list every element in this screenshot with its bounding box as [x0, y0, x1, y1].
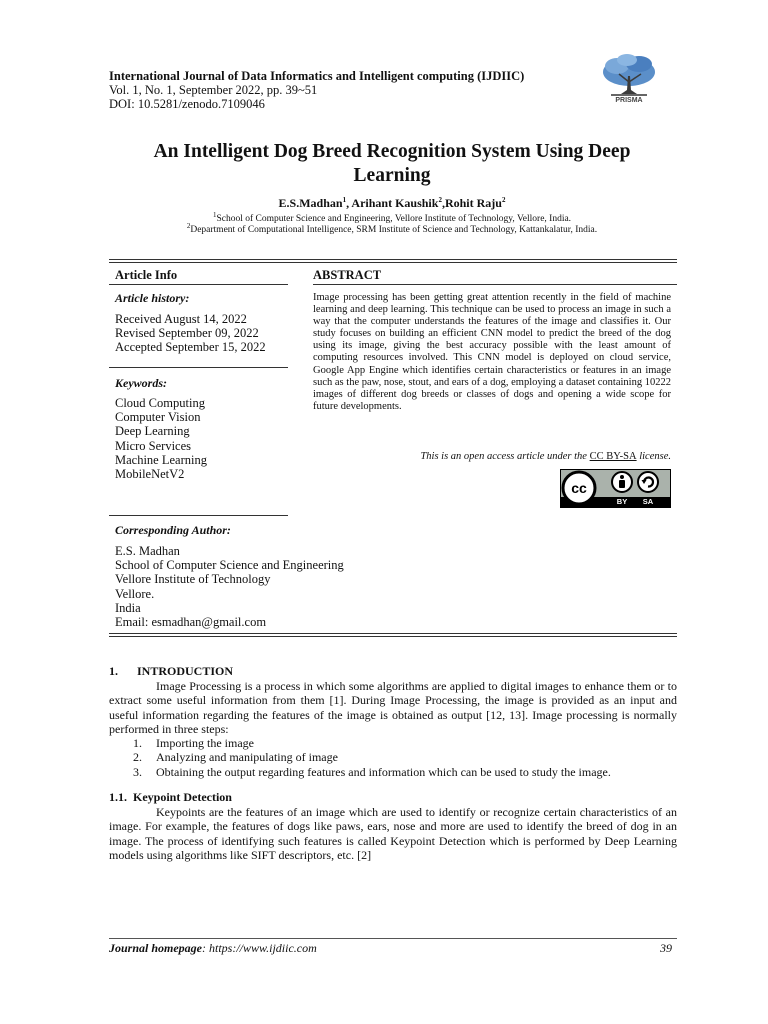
keywords-list [115, 396, 207, 481]
author-3: ,Rohit Raju [441, 196, 502, 210]
sa-icon [638, 472, 658, 492]
abstract-heading: ABSTRACT [313, 268, 382, 282]
abstract-text: Image processing has been getting great attention recently in the field of machine learning and deep learning. This technique can be used to process an image in such a way that the computer understands the features of the image and classifies it. Our study focuses on building an efficient CNN model to predict the breed of the dog using its image, giving the best accuracy possible with the least amount of computing resources involved. This CNN model is deployed on cloud service, Google App Engine which identifies certain characteristics or features in an image such as the paw, nose, stout, and ears of a dog, employing a dataset containing 10222 images of different dog breeds or classes of dogs and opening a wide scope for future developments. [313, 292, 671, 412]
abstract-rule [313, 284, 677, 285]
corresponding-email: Email: esmadhan@gmail.com [115, 615, 267, 630]
footer-homepage [109, 941, 317, 956]
affiliation-2-text: Department of Computational Intelligence, SRM Institute of Science and Technology, Kattankalatur, India. [190, 225, 598, 236]
journal-doi: DOI: 10.5281/zenodo.7109046 [109, 97, 265, 111]
article-history-heading: Article history: [115, 291, 190, 305]
intro-steps [133, 736, 611, 779]
intro-number: 1. [109, 664, 118, 678]
intro-paragraph: Image Processing is a process in which some algorithms are applied to digital images to enhance them or to extract some useful information from them [1]. During Image Processing, the image is provided as an input and useful information regarding the features of the image is obtained as output [12, 13]. Image processing is normally performed in three steps: [109, 679, 677, 736]
top-rule-1 [109, 259, 677, 260]
corresponding-school: School of Computer Science and Engineering [115, 558, 344, 573]
cc-sa-label: SA [642, 497, 654, 506]
corresponding-details [115, 544, 344, 629]
page-number: 39 [660, 941, 672, 955]
prisma-logo [597, 52, 661, 108]
keypoint-heading: 1.1. Keypoint Detection [109, 790, 232, 804]
author-list [110, 196, 674, 211]
affiliation-1-text: School of Computer Science and Engineering, Vellore Institute of Technology, Vellore, India. [216, 214, 572, 225]
license-post: license. [636, 451, 671, 462]
article-info-rule [109, 284, 288, 285]
affiliation-2 [110, 222, 674, 235]
keyword-item: Cloud Computing [115, 396, 205, 410]
author-2-sup: 2 [438, 196, 442, 204]
corresponding-country: India [115, 600, 141, 615]
keywords-rule [109, 367, 288, 368]
affiliation-1-sup: 1 [212, 211, 217, 219]
logo-text: PRISMA [615, 97, 643, 104]
list-item: 2. Analyzing and manipulating of image [133, 750, 338, 765]
cc-icon [563, 472, 595, 504]
article-info-heading: Article Info [115, 268, 178, 282]
license-note [313, 451, 671, 462]
keyword-item: MobileNetV2 [115, 467, 185, 482]
corresponding-name: E.S. Madhan [115, 544, 180, 558]
list-item: 3. Obtaining the output regarding features and information which can be used to study the image. [133, 764, 611, 779]
journal-volume: Vol. 1, No. 1, September 2022, pp. 39~51 [109, 83, 318, 97]
keyword-item: Machine Learning [115, 452, 207, 467]
journal-name: International Journal of Data Informatics and Intelligent computing (IJDIIC) [109, 69, 525, 83]
history-revised: Revised September 09, 2022 [115, 326, 259, 341]
author-1-sup: 1 [342, 196, 347, 204]
article-history-list [115, 312, 266, 355]
corresponding-institute: Vellore Institute of Technology [115, 572, 271, 587]
history-received: Received August 14, 2022 [115, 312, 247, 326]
footer-url[interactable]: : https://www.ijdiic.com [202, 941, 317, 955]
list-item: 1. Importing the image [133, 736, 254, 750]
author-3-sup: 2 [501, 196, 506, 204]
intro-heading [109, 664, 233, 679]
keypoint-paragraph: Keypoints are the features of an image which are used to identify or recognize certain characteristics of an image. For example, the features of dogs like paws, ears, nose and more are used to identify the breed of dog in an image. The process of identifying such features is called Keypoint Detection which is performed by Deep Learning models using algorithms like SIFT descriptors, etc. [2] [109, 805, 677, 862]
license-pre: This is an open access article under the [420, 451, 590, 462]
intro-title: INTRODUCTION [137, 664, 234, 678]
cc-by-label: BY [616, 497, 628, 506]
author-1: E.S.Madhan [278, 196, 343, 210]
title-line-1: An Intelligent Dog Breed Recognition System Using Deep [153, 141, 631, 162]
corresponding-heading: Corresponding Author: [115, 523, 231, 537]
keyword-item: Computer Vision [115, 410, 201, 425]
keyword-item: Micro Services [115, 438, 192, 453]
svg-text:cc: cc [571, 480, 587, 496]
corresponding-rule [109, 515, 288, 516]
footer-rule [109, 938, 677, 939]
title-line-2: Learning [353, 165, 431, 186]
author-2: , Arihant Kaushik [346, 196, 439, 210]
by-person-icon [612, 472, 632, 492]
bottom-rule-1 [109, 633, 677, 634]
bottom-rule-2 [109, 636, 677, 637]
top-rule-2 [109, 262, 677, 263]
history-accepted: Accepted September 15, 2022 [115, 340, 266, 355]
license-link[interactable]: CC BY-SA [589, 451, 637, 462]
keywords-heading: Keywords: [115, 376, 167, 390]
footer-label: Journal homepage [109, 941, 203, 955]
corresponding-city: Vellore. [115, 586, 155, 601]
keyword-item: Deep Learning [115, 424, 190, 439]
paper-title [110, 140, 674, 188]
cc-by-sa-badge[interactable] [560, 469, 671, 508]
affiliation-2-sup: 2 [186, 222, 191, 230]
